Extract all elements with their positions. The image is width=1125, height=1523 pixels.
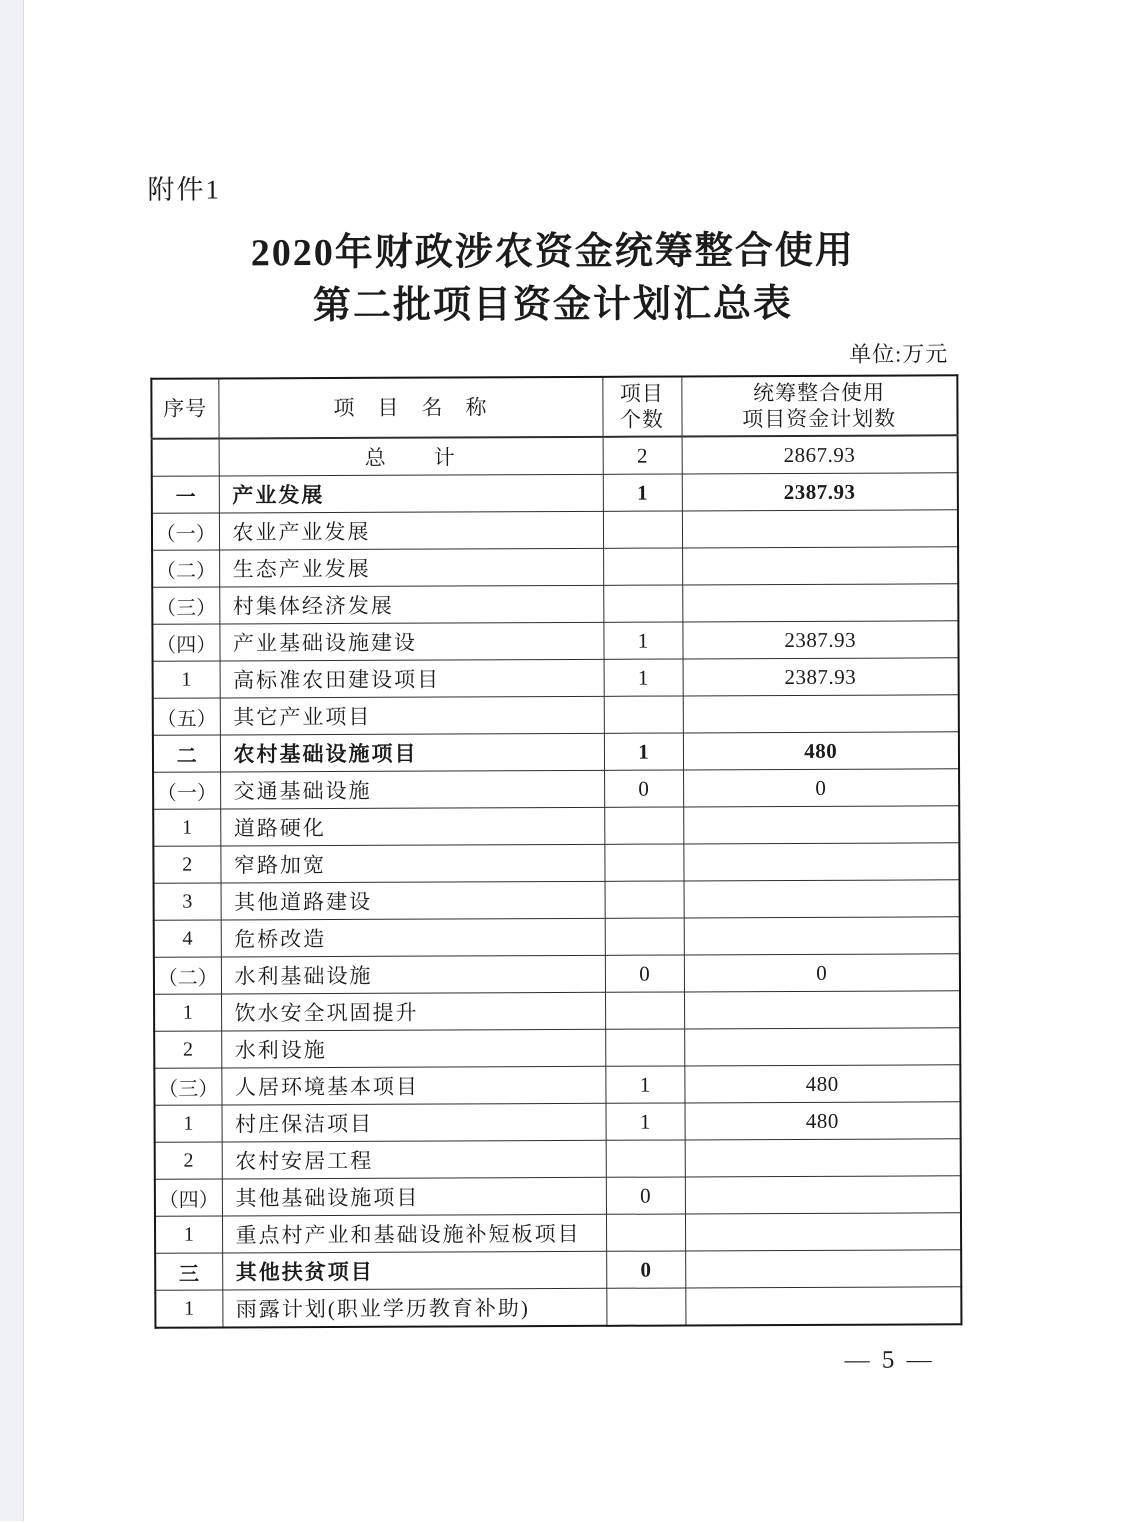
row-name-cell: 总 计 (219, 437, 603, 476)
table-row (152, 435, 958, 476)
col-header-count-line1: 项目 (619, 381, 664, 406)
row-amount-cell (684, 880, 960, 918)
row-amount-cell: 2867.93 (682, 435, 958, 474)
row-name-cell: 高标准农田建设项目 (220, 659, 604, 698)
row-no-cell: 2 (155, 1142, 222, 1179)
row-amount-cell: 480 (683, 732, 959, 770)
row-amount-cell (685, 1250, 961, 1288)
row-no-cell: 三 (155, 1253, 222, 1290)
col-header-count (602, 376, 681, 436)
row-no-cell: （四） (152, 624, 219, 661)
table-row (152, 547, 958, 588)
row-amount-cell (685, 1213, 961, 1251)
row-no-cell: 1 (155, 1216, 222, 1253)
row-name-cell: 其他基础设施项目 (222, 1177, 606, 1216)
row-no-cell: （三） (154, 1068, 221, 1105)
summary-table (150, 374, 962, 1329)
row-no-cell: （四） (155, 1179, 222, 1216)
row-count-cell: 1 (605, 1103, 684, 1140)
col-header-name: 项 目 名 称 (218, 377, 602, 439)
row-name-cell: 农村基础设施项目 (220, 733, 604, 772)
page-title-line2: 第二批项目资金计划汇总表 (312, 282, 794, 328)
table-row (152, 584, 958, 625)
table-row (155, 1139, 961, 1180)
row-amount-cell: 480 (684, 1102, 960, 1140)
row-name-cell: 窄路加宽 (220, 844, 604, 883)
row-no-cell: 1 (153, 809, 220, 846)
row-count-cell (604, 844, 683, 881)
header-row (151, 375, 957, 439)
row-name-cell: 农业产业发展 (219, 511, 603, 550)
row-name-cell: 雨露计划(职业学历教育补助) (222, 1288, 606, 1327)
row-name-cell: 生态产业发展 (219, 548, 603, 587)
row-no-cell: 二 (153, 735, 220, 772)
row-amount-cell: 0 (683, 769, 959, 807)
row-name-cell: 村集体经济发展 (219, 585, 603, 624)
table-row (152, 621, 958, 662)
row-name-cell: 其他道路建设 (221, 881, 605, 920)
row-amount-cell (682, 510, 958, 548)
row-count-cell (605, 1029, 684, 1066)
row-name-cell: 交通基础设施 (220, 770, 604, 809)
row-no-cell: 4 (154, 920, 221, 957)
row-amount-cell (684, 1028, 960, 1066)
page-title-line1: 2020年财政涉农资金统筹整合使用 (250, 229, 855, 275)
col-header-count-line2: 个数 (619, 407, 665, 432)
table-row (155, 1250, 961, 1291)
unit-note: 单位:万元 (849, 341, 949, 367)
row-count-cell: 1 (603, 622, 682, 659)
row-no-cell: 1 (153, 661, 220, 698)
row-count-cell (603, 585, 682, 622)
table-row (153, 732, 959, 773)
row-amount-cell (685, 1176, 961, 1214)
row-no-cell: （三） (152, 587, 219, 624)
row-name-cell: 水利基础设施 (221, 955, 605, 994)
row-name-cell: 农村安居工程 (222, 1140, 606, 1179)
row-count-cell: 1 (603, 474, 682, 511)
row-amount-cell (683, 843, 959, 881)
row-count-cell (604, 807, 683, 844)
row-no-cell: （一） (152, 513, 219, 550)
table-row (153, 843, 959, 884)
row-amount-cell (684, 917, 960, 955)
table-row (155, 1213, 961, 1254)
row-name-cell: 产业发展 (219, 474, 603, 513)
table-row (154, 917, 960, 958)
row-name-cell: 危桥改造 (221, 918, 605, 957)
row-no-cell: （二） (152, 550, 219, 587)
table-row (152, 473, 958, 514)
row-count-cell (605, 918, 684, 955)
row-name-cell: 其他扶贫项目 (222, 1251, 606, 1290)
col-header-amount-line1: 统筹整合使用 (753, 380, 886, 406)
row-count-cell: 1 (605, 1066, 684, 1103)
row-amount-cell (684, 991, 960, 1029)
row-count-cell (606, 1288, 685, 1326)
row-amount-cell (682, 584, 958, 622)
scan-edge-band (0, 0, 24, 1521)
row-name-cell: 产业基础设施建设 (219, 622, 603, 661)
row-amount-cell: 480 (684, 1065, 960, 1103)
attachment-label: 附件1 (147, 174, 222, 205)
row-count-cell: 1 (604, 733, 683, 770)
row-name-cell: 水利设施 (221, 1029, 605, 1068)
row-no-cell: 1 (154, 994, 221, 1031)
row-no-cell: 1 (155, 1105, 222, 1142)
row-count-cell (606, 1140, 685, 1177)
row-count-cell (605, 992, 684, 1029)
table-row (154, 1065, 960, 1106)
row-name-cell: 重点村产业和基础设施补短板项目 (222, 1214, 606, 1253)
row-count-cell (603, 511, 682, 548)
row-amount-cell: 2387.93 (682, 473, 958, 511)
row-count-cell (606, 1214, 685, 1251)
row-name-cell: 饮水安全巩固提升 (221, 992, 605, 1031)
row-count-cell: 2 (603, 436, 682, 474)
row-amount-cell (683, 806, 959, 844)
row-count-cell: 1 (604, 659, 683, 696)
table-row (155, 1102, 961, 1143)
row-count-cell: 0 (606, 1251, 685, 1288)
table-row (153, 658, 959, 699)
row-amount-cell: 0 (684, 954, 960, 992)
table-row (154, 880, 960, 921)
row-name-cell: 人居环境基本项目 (221, 1066, 605, 1105)
row-count-cell (604, 696, 683, 733)
row-count-cell (603, 548, 682, 585)
table-row (153, 695, 959, 736)
row-no-cell: 3 (154, 883, 221, 920)
page-number: — 5 — (844, 1346, 935, 1374)
col-header-amount (681, 375, 957, 436)
row-no-cell: （一） (153, 772, 220, 809)
row-amount-cell (685, 1139, 961, 1177)
table-row (153, 806, 959, 847)
table-row (155, 1176, 961, 1217)
row-name-cell: 村庄保洁项目 (221, 1103, 605, 1142)
row-amount-cell (682, 547, 958, 585)
row-amount-cell: 2387.93 (682, 621, 958, 659)
table-body (152, 435, 962, 1328)
row-amount-cell (685, 1287, 961, 1326)
row-count-cell (605, 881, 684, 918)
row-no-cell: 2 (154, 1031, 221, 1068)
row-name-cell: 道路硬化 (220, 807, 604, 846)
table-row (155, 1287, 961, 1328)
row-no-cell (152, 438, 219, 476)
row-amount-cell (683, 695, 959, 733)
row-no-cell: 1 (155, 1290, 222, 1328)
page-title (150, 224, 956, 334)
table-row (154, 991, 960, 1032)
row-count-cell: 0 (606, 1177, 685, 1214)
row-no-cell: 一 (152, 476, 219, 513)
table-row (153, 769, 959, 810)
table-row (154, 1028, 960, 1069)
row-no-cell: 2 (153, 846, 220, 883)
row-no-cell: （五） (153, 698, 220, 735)
table-row (152, 510, 958, 551)
col-header-amount-line2: 项目资金计划数 (742, 406, 897, 432)
row-no-cell: （二） (154, 957, 221, 994)
row-count-cell: 0 (604, 770, 683, 807)
row-amount-cell: 2387.93 (683, 658, 959, 696)
row-count-cell: 0 (605, 955, 684, 992)
col-header-no: 序号 (151, 378, 218, 438)
row-name-cell: 其它产业项目 (220, 696, 604, 735)
table-row (154, 954, 960, 995)
